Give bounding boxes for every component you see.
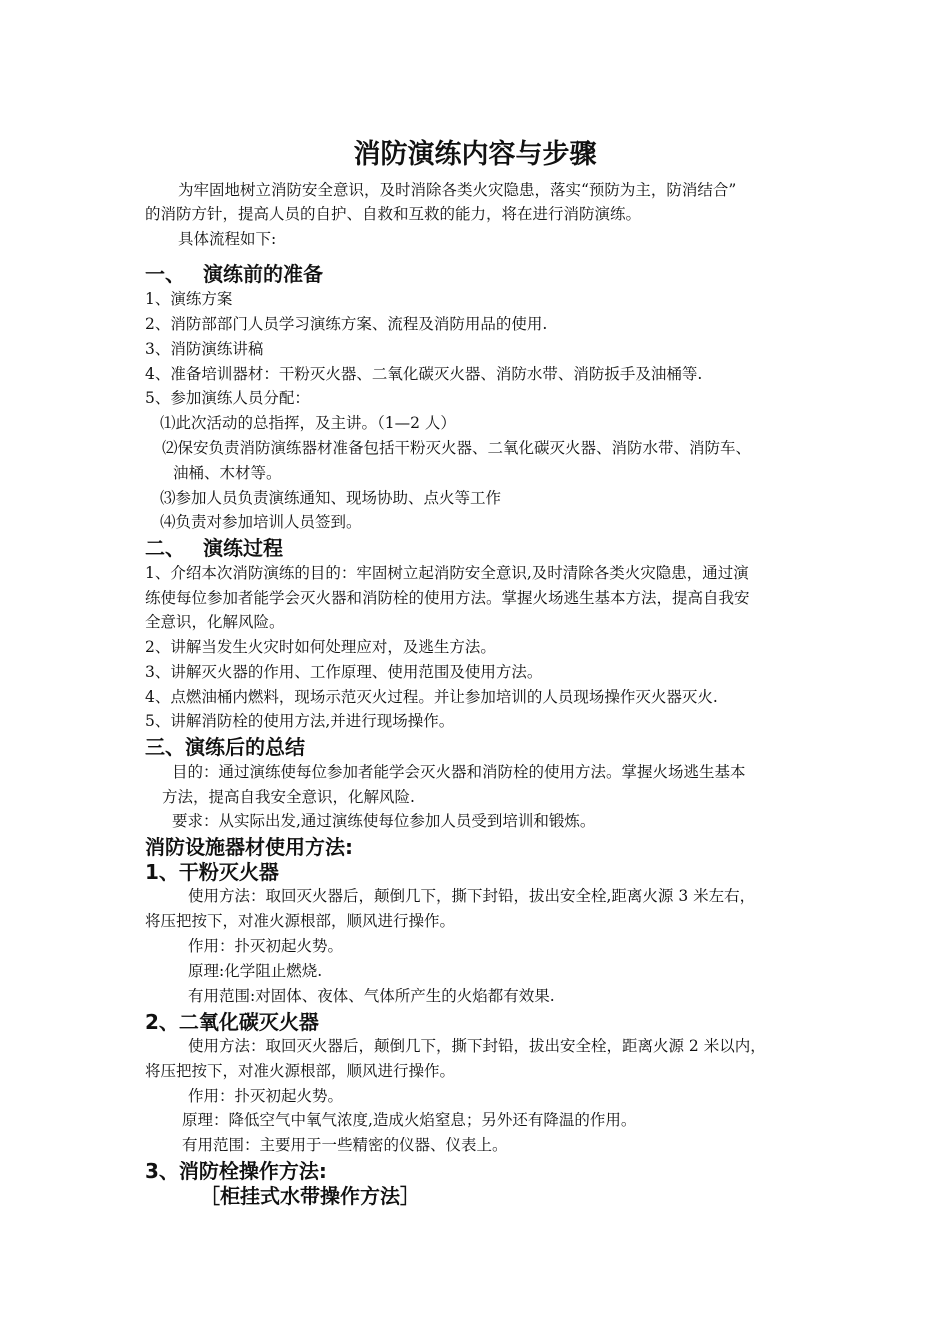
section-2-heading [145,536,283,560]
co2-extinguisher-heading: 2、二氧化碳灭火器 [145,1010,319,1034]
section-2-line: 4、点燃油桶内燃料，现场示范灭火过程。并让参加培训的人员现场操作灭火器灭火. [145,688,718,706]
equipment-heading: 消防设施器材使用方法: [145,835,353,859]
section-1-subitem: ⑶参加人员负责演练通知、现场协助、点火等工作 [160,489,502,507]
section-2-number: 二、 [145,536,185,560]
section-1-heading [145,262,323,286]
powder-line: 作用：扑灭初起火势。 [188,937,344,955]
intro-line-3: 具体流程如下: [178,230,277,248]
section-2-line: 练使每位参加者能学会灭火器和消防栓的使用方法。掌握火场逃生基本方法，提高自我安 [145,589,750,607]
intro-line-2: 的消防方针，提高人员的自护、自救和互救的能力，将在进行消防演练。 [145,205,642,223]
section-2-line: 5、讲解消防栓的使用方法,并进行现场操作。 [145,712,455,730]
section-2-line: 全意识，化解风险。 [145,613,285,631]
section-1-subitem: 油桶、木材等。 [173,464,282,482]
section-2-line: 2、讲解当发生火灾时如何处理应对，及逃生方法。 [145,638,496,656]
powder-line: 有用范围:对固体、夜体、气体所产生的火焰都有效果. [188,987,555,1005]
powder-line: 将压把按下，对准火源根部，顺风进行操作。 [145,912,456,930]
section-1-item: 2、消防部部门人员学习演练方案、流程及消防用品的使用. [145,315,548,333]
section-2-line: 3、讲解灭火器的作用、工作原理、使用范围及使用方法。 [145,663,543,681]
powder-line: 原理:化学阻止燃烧. [188,962,323,980]
hydrant-heading: 3、消防栓操作方法: [145,1159,327,1183]
hydrant-subheading: ［柜挂式水带操作方法］ [200,1184,420,1208]
section-1-number: 一、 [145,262,185,286]
section-1-item: 4、准备培训器材：干粉灭火器、二氧化碳灭火器、消防水带、消防扳手及油桶等. [145,365,703,383]
powder-line: 使用方法：取回灭火器后，颠倒几下，撕下封铅，拔出安全栓,距离火源 3 米左右， [188,887,756,905]
powder-extinguisher-heading: 1、干粉灭火器 [145,860,279,884]
section-1-subitem: ⑴此次活动的总指挥，及主讲。（1—2 人） [160,414,456,432]
section-1-item: 3、消防演练讲稿 [145,340,264,358]
section-1-item: 1、演练方案 [145,290,233,308]
section-3-line: 目的：通过演练使每位参加者能学会灭火器和消防栓的使用方法。掌握火场逃生基本 [172,763,746,781]
section-1-title: 演练前的准备 [203,262,323,286]
section-2-title: 演练过程 [203,536,283,560]
section-3-line: 要求：从实际出发,通过演练使每位参加人员受到培训和锻炼。 [172,812,596,830]
section-1-subitem: ⑵保安负责消防演练器材准备包括干粉灭火器、二氧化碳灭火器、消防水带、消防车、 [162,439,752,457]
section-3-heading: 三、演练后的总结 [145,735,305,759]
section-3-line: 方法，提高自我安全意识，化解风险. [162,788,415,806]
section-1-item: 5、参加演练人员分配： [145,389,310,407]
co2-line: 使用方法：取回灭火器后，颠倒几下，撕下封铅，拔出安全栓，距离火源 2 米以内， [188,1037,766,1055]
co2-line: 有用范围：主要用于一些精密的仪器、仪表上。 [182,1136,508,1154]
page-title: 消防演练内容与步骤 [353,139,597,170]
section-1-subitem: ⑷负责对参加培训人员签到。 [160,513,362,531]
section-2-line: 1、介绍本次消防演练的目的：牢固树立起消防安全意识,及时清除各类火灾隐患，通过演 [145,564,749,582]
co2-line: 作用：扑灭初起火势。 [188,1087,344,1105]
co2-line: 将压把按下，对准火源根部，顺风进行操作。 [145,1062,456,1080]
intro-line-1: 为牢固地树立消防安全意识，及时消除各类火灾隐患，落实“预防为主，防消结合” [178,181,737,199]
co2-line: 原理：降低空气中氧气浓度,造成火焰窒息；另外还有降温的作用。 [182,1111,637,1129]
